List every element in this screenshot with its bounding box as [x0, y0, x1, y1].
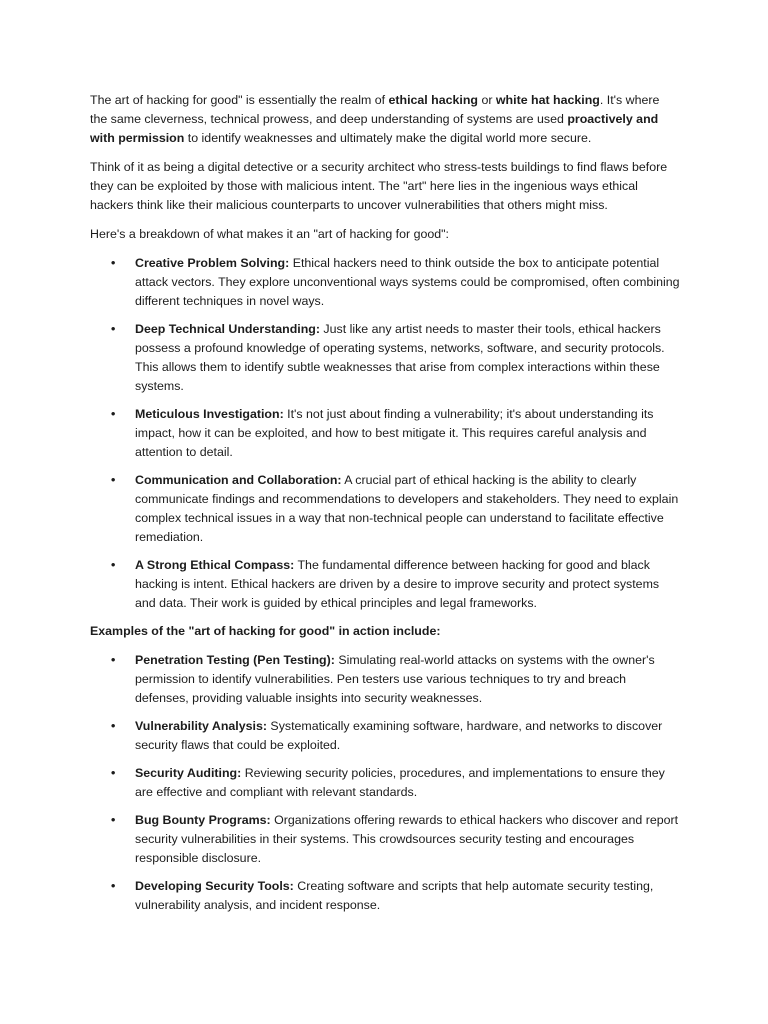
intro-bold-white-hat-hacking: white hat hacking — [495, 93, 600, 107]
list-item-text: Just like any artist needs to master their tools, ethical hackers possess a profound knowledge of operating systems, networks, software, and security protocols. This allows them to identify subtle weaknesses that arise from complex interactions within these systems. — [135, 322, 665, 393]
list-item — [90, 877, 680, 915]
bullet-icon: • — [111, 653, 116, 667]
examples-heading — [90, 622, 680, 641]
list-item — [90, 764, 680, 802]
list-item — [90, 254, 680, 311]
list-item-title: Meticulous Investigation: — [135, 407, 284, 421]
list-item-title: A Strong Ethical Compass: — [135, 558, 295, 572]
list-item-text: Systematically examining software, hardware, and networks to discover security flaws that could be exploited. — [135, 719, 663, 752]
bullet-icon: • — [111, 558, 116, 572]
intro-paragraph-1 — [90, 91, 680, 148]
list-item-text: Simulating real-world attacks on systems with the owner's permission to identify vulnerabilities. Pen testers use various techniques to try and breach defenses, providing valuable insights into security weaknesses. — [135, 653, 655, 705]
intro-bold-ethical-hacking: ethical hacking — [388, 93, 479, 107]
examples-list — [90, 651, 680, 915]
list-item — [90, 556, 680, 613]
bullet-icon: • — [111, 719, 116, 733]
bullet-icon: • — [111, 813, 116, 827]
list-item-title: Bug Bounty Programs: — [135, 813, 271, 827]
intro-text-4: to identify weaknesses and ultimately make the digital world more secure. — [184, 131, 592, 145]
list-item-text: Ethical hackers need to think outside the box to anticipate potential attack vectors. They explore unconventional ways systems could be compromised, often combining different techniques in novel ways. — [135, 256, 680, 308]
bullet-icon: • — [111, 766, 116, 780]
examples-heading-text: Examples of the "art of hacking for good" in action include: — [90, 624, 441, 638]
bullet-icon: • — [111, 322, 116, 336]
document-page — [90, 91, 680, 924]
list-item-title: Penetration Testing (Pen Testing): — [135, 653, 335, 667]
list-item-title: Vulnerability Analysis: — [135, 719, 267, 733]
bullet-icon: • — [111, 473, 116, 487]
bullet-icon: • — [111, 879, 116, 893]
list-item-text: Creating software and scripts that help automate security testing, vulnerability analysis, and incident response. — [135, 879, 654, 912]
list-item-text: The fundamental difference between hacking for good and black hacking is intent. Ethical hackers are driven by a desire to improve security and protect systems and data. Their work is guided by ethical principles and legal frameworks. — [135, 558, 660, 610]
list-item-title: Security Auditing: — [135, 766, 242, 780]
qualities-list — [90, 254, 680, 613]
list-item-text: It's not just about finding a vulnerability; it's about understanding its impact, how it can be exploited, and how to best mitigate it. This requires careful analysis and attention to detail. — [135, 407, 654, 459]
list-item-title: Creative Problem Solving: — [135, 256, 290, 270]
bullet-icon: • — [111, 256, 116, 270]
list-item-text: A crucial part of ethical hacking is the ability to clearly communicate findings and recommendations to developers and stakeholders. They need to explain complex technical issues in a way that non-technical people can understand to facilitate effective remediation. — [135, 473, 679, 544]
list-item — [90, 651, 680, 708]
list-item — [90, 811, 680, 868]
list-item-title: Deep Technical Understanding: — [135, 322, 320, 336]
bullet-icon: • — [111, 407, 116, 421]
intro-paragraph-2: Think of it as being a digital detective or a security architect who stress-tests buildings to find flaws before they can be exploited by those with malicious intent. The "art" here lies in the ingenious ways ethical hackers think like their malicious counterparts to uncover vulnerabilities that others might miss. — [90, 160, 668, 212]
list-item-title: Communication and Collaboration: — [135, 473, 342, 487]
list-item — [90, 471, 680, 547]
intro-text-2: or — [478, 93, 496, 107]
list-item — [90, 717, 680, 755]
list-item-text: Reviewing security policies, procedures, and implementations to ensure they are effective and compliant with relevant standards. — [135, 766, 665, 799]
list-item — [90, 405, 680, 462]
intro-bold-proactively: proactively and with permission — [90, 112, 659, 145]
list-item — [90, 320, 680, 396]
intro-text-3: . It's where the same cleverness, technical prowess, and deep understanding of systems are used — [90, 93, 660, 126]
intro-paragraph-3: Here's a breakdown of what makes it an "art of hacking for good": — [90, 227, 449, 241]
intro-text-1: The art of hacking for good" is essentially the realm of — [90, 93, 389, 107]
list-item-title: Developing Security Tools: — [135, 879, 294, 893]
list-item-text: Organizations offering rewards to ethical hackers who discover and report security vulnerabilities in their systems. This crowdsources security testing and encourages responsible disclosure. — [135, 813, 679, 865]
